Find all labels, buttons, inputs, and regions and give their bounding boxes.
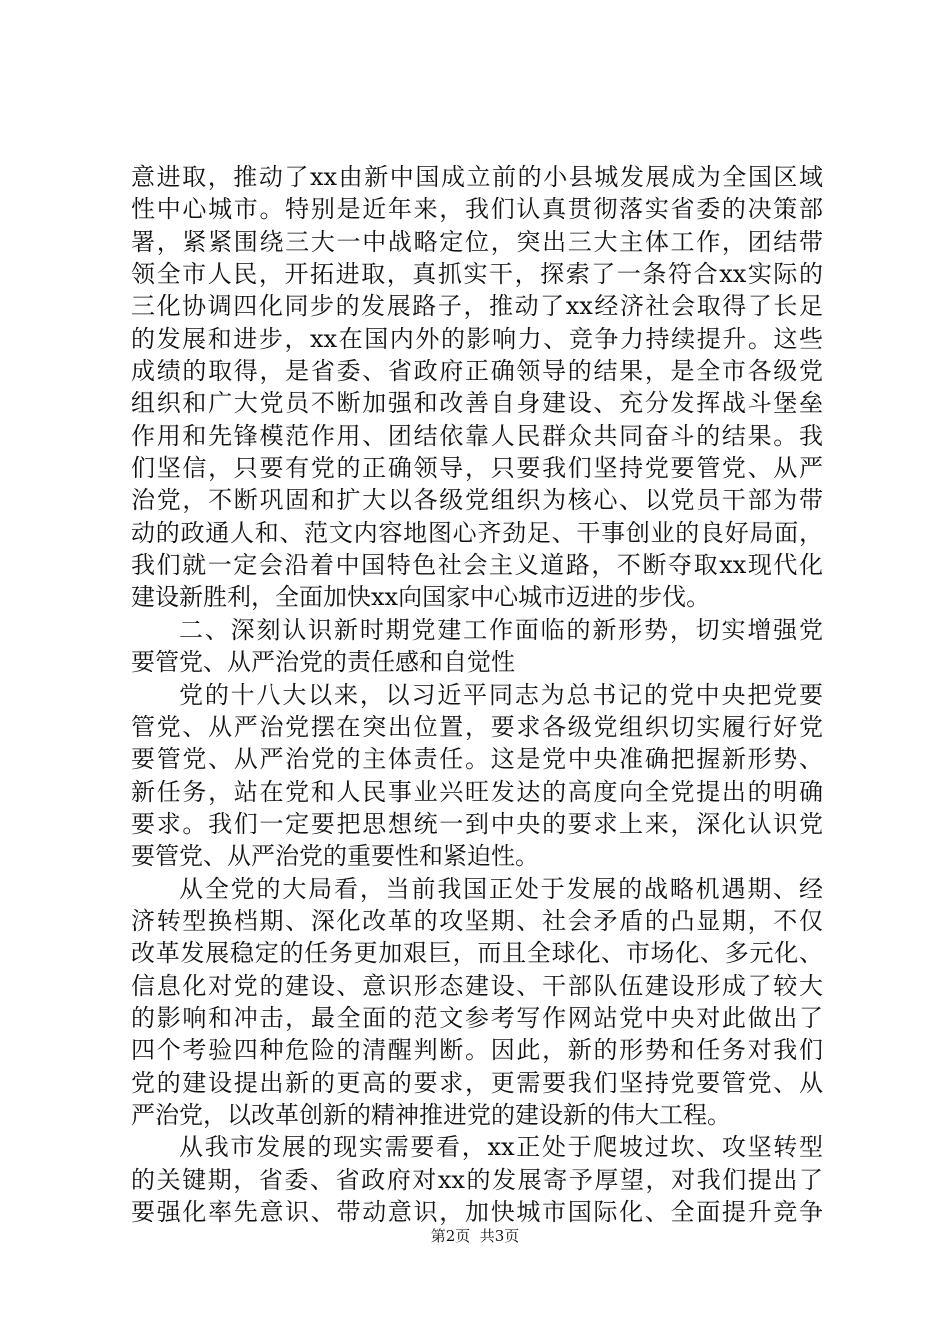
text-line: 要强化率先意识、带动意识，加快城市国际化、全面提升竞争 — [131, 1198, 823, 1226]
text-line: 的影响和冲击，最全面的范文参考写作网站党中央对此做出了 — [131, 1003, 823, 1032]
text-line: 管党、从严治党摆在突出位置，要求各级党组织切实履行好党 — [131, 712, 823, 741]
text-line: 领全市人民，开拓进取，真抓实干，探索了一条符合xx实际的 — [131, 260, 823, 289]
text-line: 从全党的大局看，当前我国正处于发展的战略机遇期、经 — [179, 874, 823, 903]
text-line: 治党，不断巩固和扩大以各级党组织为核心、以党员干部为带 — [131, 486, 823, 515]
text-line: 动的政通人和、范文内容地图心齐劲足、干事创业的良好局面， — [131, 518, 823, 547]
page-footer: 第2页 共3页 — [430, 1227, 520, 1245]
text-line: 我们就一定会沿着中国特色社会主义道路，不断夺取xx现代化 — [131, 551, 823, 580]
text-line: 们坚信，只要有党的正确领导，只要我们坚持党要管党、从严 — [131, 454, 823, 483]
text-line: 济转型换档期、深化改革的攻坚期、社会矛盾的凸显期，不仅 — [131, 906, 823, 935]
document-body — [131, 161, 823, 1228]
text-line: 新任务，站在党和人民事业兴旺发达的高度向全党提出的明确 — [131, 777, 823, 806]
text-line: 从我市发展的现实需要看，xx正处于爬坡过坎、攻坚转型 — [179, 1133, 823, 1162]
text-line: 署，紧紧围绕三大一中战略定位，突出三大主体工作，团结带 — [131, 227, 823, 256]
text-line: 要管党、从严治党的责任感和自觉性 — [131, 648, 515, 677]
text-line: 信息化对党的建设、意识形态建设、干部队伍建设形成了较大 — [131, 971, 823, 1000]
text-line: 严治党，以改革创新的精神推进党的建设新的伟大工程。 — [131, 1100, 731, 1129]
text-line: 的关键期，省委、省政府对xx的发展寄予厚望，对我们提出了 — [131, 1165, 823, 1194]
text-line: 改革发展稳定的任务更加艰巨，而且全球化、市场化、多元化、 — [131, 939, 823, 968]
text-line: 作用和先锋模范作用、团结依靠人民群众共同奋斗的结果。我 — [131, 421, 823, 450]
text-line: 建设新胜利，全面加快xx向国家中心城市迈进的步伐。 — [131, 583, 711, 612]
text-line: 三化协调四化同步的发展路子，推动了xx经济社会取得了长足 — [131, 292, 823, 321]
text-line: 的发展和进步，xx在国内外的影响力、竞争力持续提升。这些 — [131, 324, 823, 353]
text-line: 党的十八大以来，以习近平同志为总书记的党中央把党要 — [179, 680, 823, 709]
text-line: 组织和广大党员不断加强和改善自身建设、充分发挥战斗堡垒 — [131, 389, 823, 418]
text-line: 要管党、从严治党的主体责任。这是党中央准确把握新形势、 — [131, 745, 823, 774]
text-line: 党的建设提出新的更高的要求，更需要我们坚持党要管党、从 — [131, 1068, 823, 1097]
text-line: 四个考验四种危险的清醒判断。因此，新的形势和任务对我们 — [131, 1036, 823, 1065]
text-line: 意进取，推动了xx由新中国成立前的小县城发展成为全国区域 — [131, 163, 823, 191]
text-line: 成绩的取得，是省委、省政府正确领导的结果，是全市各级党 — [131, 357, 823, 386]
text-line: 二、深刻认识新时期党建工作面临的新形势，切实增强党 — [179, 615, 823, 644]
text-line: 要管党、从严治党的重要性和紧迫性。 — [131, 842, 539, 871]
text-line: 性中心城市。特别是近年来，我们认真贯彻落实省委的决策部 — [131, 195, 823, 224]
text-line: 要求。我们一定要把思想统一到中央的要求上来，深化认识党 — [131, 809, 823, 838]
